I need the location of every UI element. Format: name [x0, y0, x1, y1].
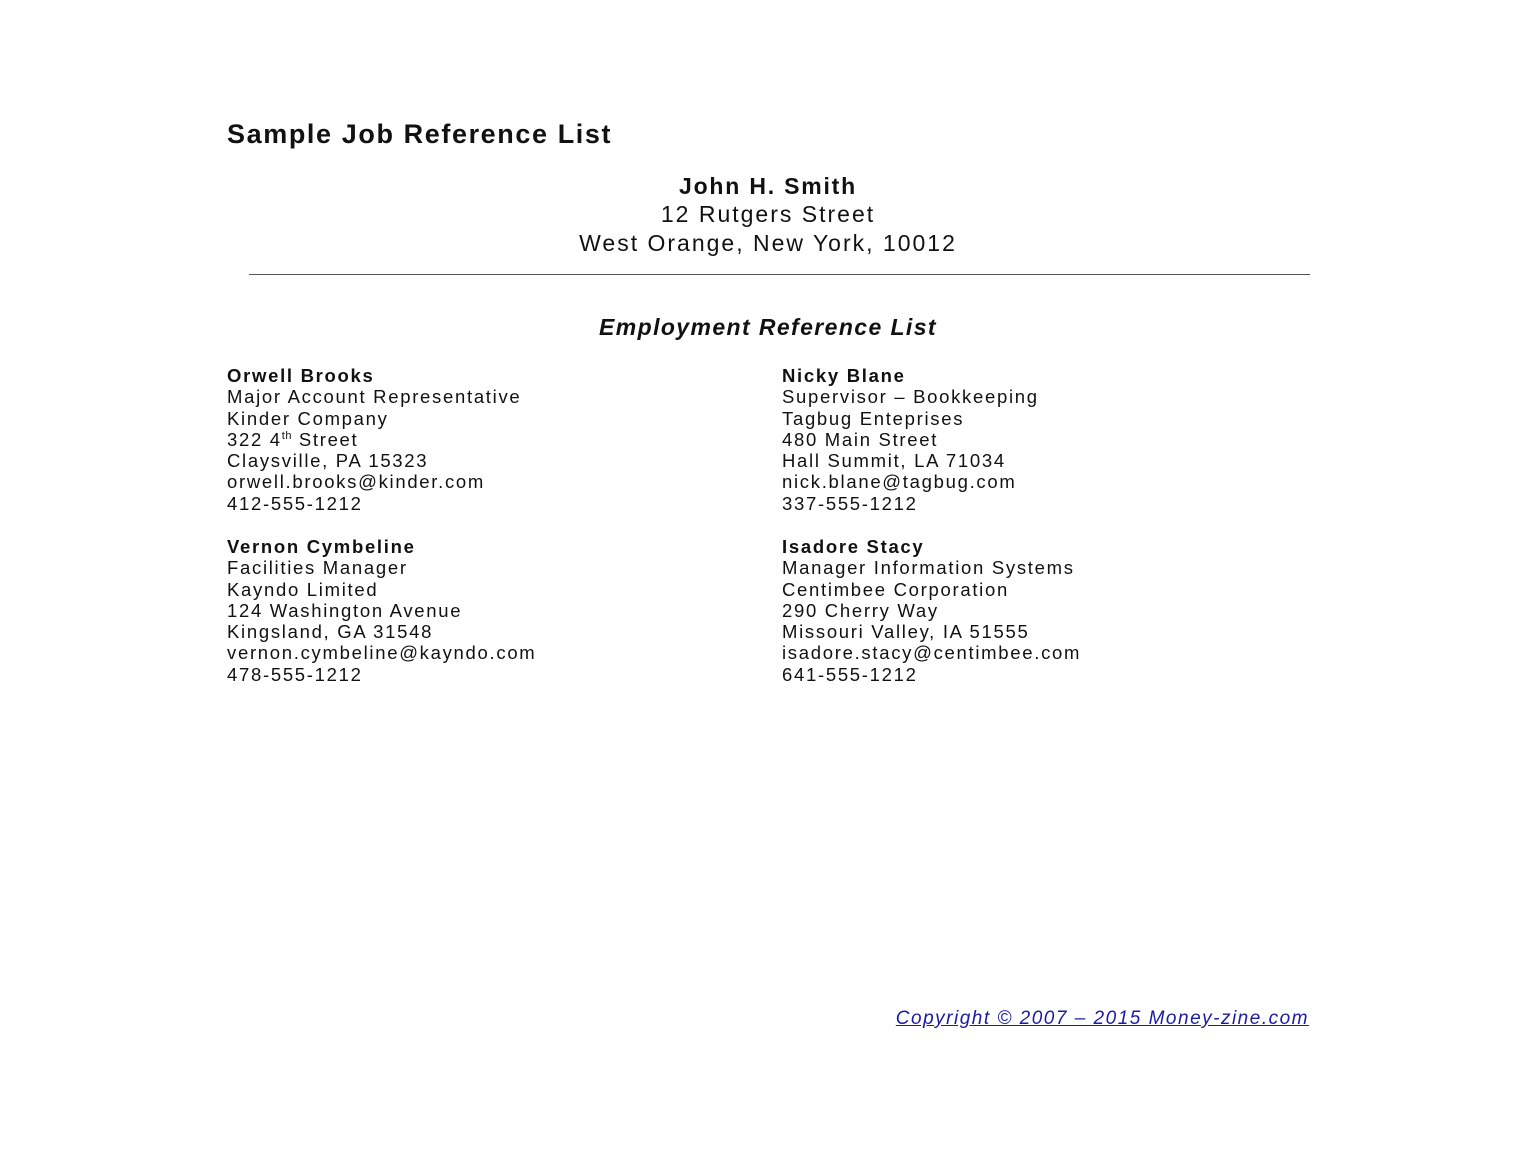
reference-card [782, 365, 1302, 514]
address-sup: th [281, 429, 292, 442]
reference-phone: 478-555-1212 [227, 663, 363, 685]
reference-card [227, 536, 747, 685]
reference-position: Manager Information Systems [782, 557, 1075, 579]
copyright-link[interactable]: Copyright © 2007 – 2015 Money-zine.com [895, 1008, 1309, 1029]
document-title: Sample Job Reference List [227, 119, 613, 149]
divider [249, 274, 1310, 275]
reference-address: 290 Cherry Way [782, 599, 939, 621]
address-rest: Street [291, 428, 359, 450]
reference-phone: 337-555-1212 [782, 492, 918, 514]
reference-address: 124 Washington Avenue [227, 599, 463, 621]
reference-city: Kingsland, GA 31548 [227, 621, 434, 643]
reference-address [227, 429, 747, 450]
reference-position: Facilities Manager [227, 557, 408, 579]
reference-email: nick.blane@tagbug.com [782, 471, 1017, 493]
reference-city: Hall Summit, LA 71034 [782, 450, 1006, 472]
reference-company: Centimbee Corporation [782, 578, 1009, 600]
reference-name: Isadore Stacy [782, 536, 925, 557]
reference-position: Major Account Representative [227, 386, 522, 408]
reference-email: orwell.brooks@kinder.com [227, 471, 486, 493]
reference-position: Supervisor – Bookkeeping [782, 386, 1039, 408]
reference-company: Kayndo Limited [227, 578, 379, 600]
address-main: 322 4 [227, 428, 282, 450]
applicant-city: West Orange, New York, 10012 [579, 230, 957, 256]
reference-phone: 641-555-1212 [782, 663, 918, 685]
reference-name: Nicky Blane [782, 365, 906, 386]
reference-email: isadore.stacy@centimbee.com [782, 642, 1082, 664]
reference-card [227, 365, 747, 514]
reference-phone: 412-555-1212 [227, 492, 363, 514]
applicant-street: 12 Rutgers Street [660, 201, 876, 227]
reference-company: Tagbug Enteprises [782, 407, 965, 429]
reference-name: Orwell Brooks [227, 365, 375, 386]
reference-company: Kinder Company [227, 407, 389, 429]
reference-city: Claysville, PA 15323 [227, 450, 429, 472]
reference-name: Vernon Cymbeline [227, 536, 416, 557]
applicant-name: John H. Smith [678, 173, 857, 199]
reference-address: 480 Main Street [782, 428, 939, 450]
reference-email: vernon.cymbeline@kayndo.com [227, 642, 537, 664]
section-title: Employment Reference List [599, 314, 937, 340]
reference-card [782, 536, 1302, 685]
reference-city: Missouri Valley, IA 51555 [782, 621, 1030, 643]
